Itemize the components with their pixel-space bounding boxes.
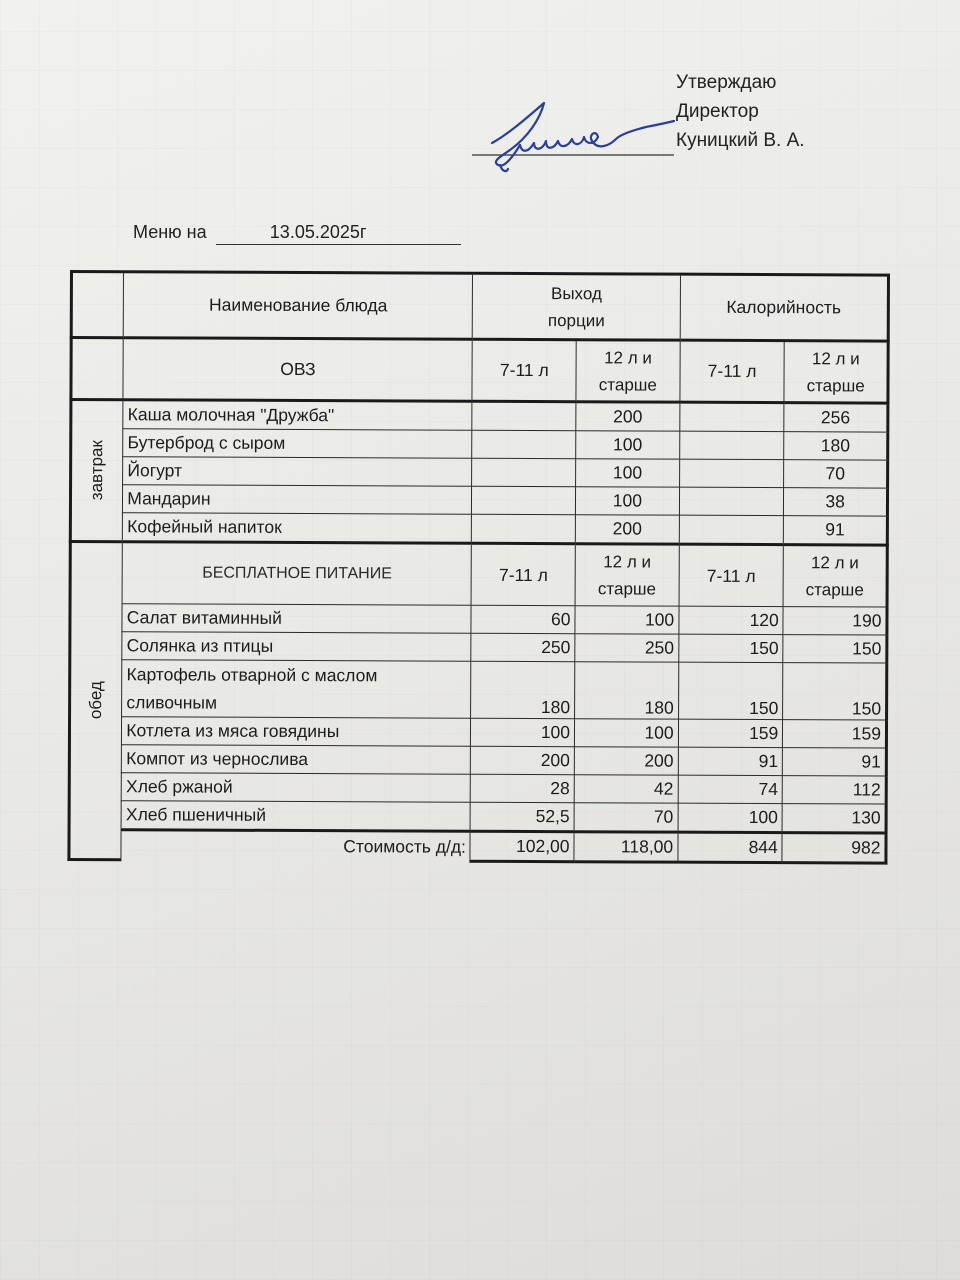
- yield-young: 100: [471, 718, 575, 746]
- table-row: [69, 801, 886, 834]
- cal-young: [679, 431, 784, 459]
- table-row: [70, 632, 887, 664]
- cal-young: [679, 402, 784, 431]
- totals-cal-old: 982: [782, 833, 886, 863]
- breakfast-cal-age-old: 12 л и старше: [784, 341, 888, 403]
- yield-young: [472, 514, 576, 543]
- cal-old: 112: [782, 776, 886, 804]
- cal-old: 130: [782, 804, 886, 833]
- table-row: [70, 485, 887, 517]
- dish-name: Мандарин: [123, 485, 472, 515]
- dish-name: Йогурт: [123, 457, 472, 487]
- yield-young: [472, 401, 576, 430]
- menu-date-value: 13.05.2025г: [269, 222, 367, 242]
- lunch-subheader-row: [70, 542, 887, 608]
- table-row: [71, 429, 888, 461]
- breakfast-yield-age-old: 12 л и старше: [576, 340, 680, 402]
- cal-young: [679, 459, 784, 487]
- director-signature: [470, 95, 680, 175]
- cal-old: 190: [783, 607, 887, 635]
- cal-young: 159: [678, 719, 783, 747]
- table-row: [69, 773, 886, 805]
- cal-young: 120: [679, 606, 784, 634]
- dish-name: Котлета из мяса говядины: [122, 717, 471, 747]
- totals-yield-young: 102,00: [470, 831, 574, 861]
- table-row: [71, 400, 888, 433]
- yield-young: 60: [471, 605, 575, 633]
- menu-table: [67, 270, 890, 865]
- yield-old: 100: [575, 606, 679, 634]
- cal-old: 180: [784, 432, 888, 460]
- approval-title: Утверждаю: [676, 72, 777, 93]
- yield-old: 100: [575, 487, 679, 515]
- cal-young: 74: [678, 775, 783, 803]
- yield-young: 180: [471, 661, 575, 718]
- breakfast-subheader-row: [71, 338, 888, 404]
- header-dish-name: Наименование блюда: [124, 272, 473, 340]
- dish-name: Салат витаминный: [122, 604, 471, 634]
- cal-young: 150: [678, 634, 783, 662]
- table-row: [70, 513, 887, 546]
- yield-old: 70: [574, 803, 678, 832]
- menu-date-label: Меню на: [133, 222, 207, 242]
- cal-old: 70: [784, 460, 888, 488]
- cal-old: 256: [784, 403, 888, 432]
- cal-young: 91: [678, 747, 783, 775]
- yield-young: 52,5: [470, 802, 574, 831]
- yield-old: 100: [576, 431, 680, 459]
- cal-young: [679, 487, 784, 515]
- yield-old: 200: [574, 747, 678, 775]
- yield-young: 200: [471, 746, 575, 774]
- table-row: [70, 604, 887, 636]
- dish-name: Картофель отварной с маслом сливочным: [122, 660, 471, 719]
- table-row: [71, 457, 888, 489]
- dish-name: Солянка из птицы: [122, 632, 471, 662]
- yield-old: 42: [574, 775, 678, 803]
- breakfast-cal-age-young: 7-11 л: [680, 340, 785, 402]
- header-calories: Калорийность: [680, 274, 889, 341]
- cal-young: 100: [678, 803, 783, 832]
- yield-old: 250: [575, 634, 679, 662]
- table-row: [70, 660, 887, 721]
- lunch-section-title: БЕСПЛАТНОЕ ПИТАНИЕ: [122, 542, 471, 606]
- cal-old: 91: [784, 516, 888, 545]
- yield-young: [472, 486, 576, 514]
- cal-young: [679, 515, 784, 544]
- dish-name: Компот из чернослива: [122, 745, 471, 775]
- yield-old: 180: [575, 662, 679, 719]
- table-header-row: [71, 272, 888, 342]
- cal-old: 159: [783, 720, 887, 748]
- dish-name: Хлеб ржаной: [121, 773, 470, 803]
- yield-old: 200: [576, 402, 680, 431]
- header-yield: Выход порции: [473, 273, 681, 340]
- breakfast-section-title: ОВЗ: [123, 338, 472, 402]
- approval-director-name: Куницкий В. А.: [676, 130, 805, 151]
- menu-date-underline: [216, 222, 461, 245]
- yield-old: 200: [575, 515, 679, 544]
- yield-old: 100: [574, 719, 678, 747]
- lunch-yield-age-young: 7-11 л: [471, 543, 575, 605]
- totals-label: Стоимость д/д:: [121, 830, 470, 862]
- yield-young: [472, 458, 576, 486]
- cal-young: 150: [678, 662, 783, 719]
- table-row: [69, 717, 886, 749]
- breakfast-meal-label: завтрак: [70, 400, 123, 542]
- cal-old: 150: [783, 663, 887, 720]
- breakfast-sub-meal-cell: [71, 338, 124, 400]
- totals-cal-young: 844: [678, 832, 783, 862]
- approval-block: [676, 68, 805, 155]
- table-row: [69, 745, 886, 777]
- yield-young: 250: [471, 633, 575, 661]
- dish-name: Хлеб пшеничный: [121, 801, 470, 832]
- lunch-meal-label: обед: [69, 542, 123, 860]
- approval-position: Директор: [676, 101, 759, 122]
- totals-row: [69, 830, 886, 864]
- menu-date-line: [133, 222, 461, 245]
- cal-old: 38: [784, 488, 888, 516]
- dish-name: Кофейный напиток: [123, 513, 472, 544]
- totals-yield-old: 118,00: [574, 832, 678, 862]
- cal-old: 150: [783, 635, 887, 663]
- cal-old: 91: [783, 748, 887, 776]
- yield-young: 28: [471, 774, 575, 802]
- dish-name: Каша молочная "Дружба": [123, 400, 472, 431]
- lunch-cal-age-young: 7-11 л: [679, 544, 784, 606]
- lunch-cal-age-old: 12 л и старше: [783, 545, 887, 607]
- yield-young: [472, 430, 576, 458]
- header-meal-cell: [71, 272, 124, 338]
- dish-name: Бутерброд с сыром: [123, 429, 472, 459]
- yield-old: 100: [576, 459, 680, 487]
- breakfast-yield-age-young: 7-11 л: [472, 339, 576, 401]
- lunch-yield-age-old: 12 л и старше: [575, 544, 679, 606]
